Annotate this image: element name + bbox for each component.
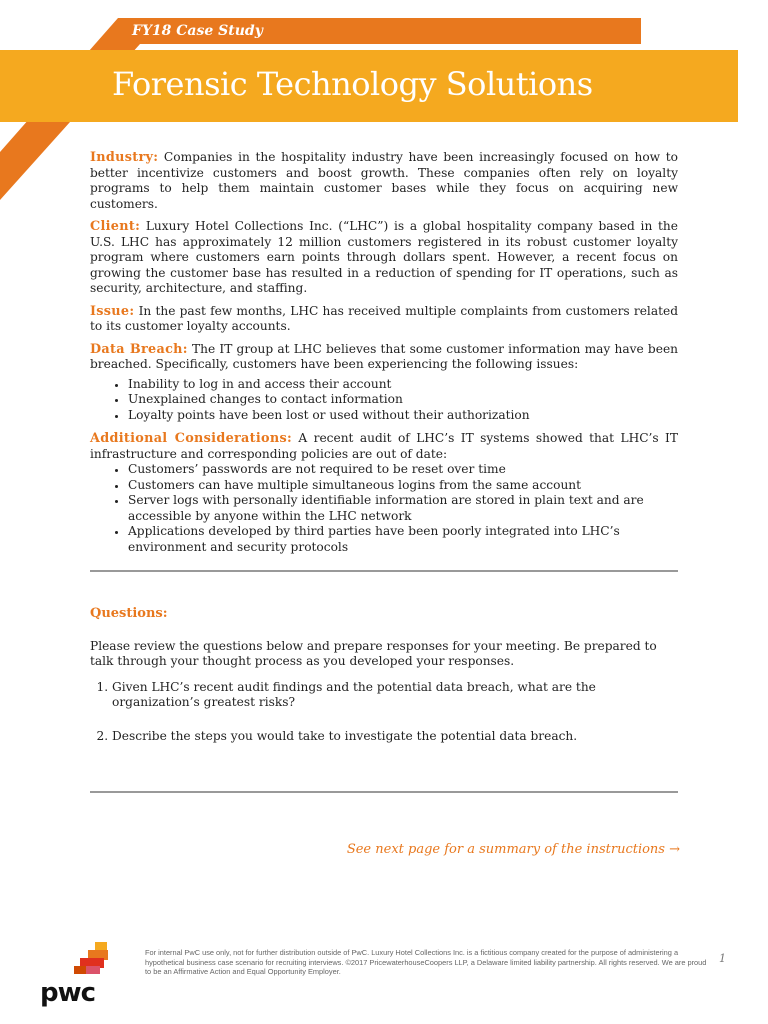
considerations-label: Additional Considerations: [90, 431, 292, 446]
audit-findings-list [90, 462, 678, 555]
client-label: Client: [90, 219, 141, 234]
list-item: • Inability to log in and access their account [128, 377, 678, 393]
list-item: • Customers can have multiple simultaneous logins from the same account [128, 478, 678, 494]
questions-list [90, 680, 678, 745]
list-item: 1. Given LHC’s recent audit findings and the potential data breach, what are the organization’s greatest risks? [112, 680, 678, 711]
page-title: Forensic Technology Solutions [112, 65, 593, 103]
case-label: FY18 Case Study [132, 23, 263, 39]
page-number: 1 [719, 952, 726, 965]
issue-text: In the past few months, LHC has received multiple complaints from customers related to its customer loyalty accounts. [90, 303, 678, 333]
industry-paragraph [90, 150, 678, 212]
client-text: Luxury Hotel Collections Inc. (“LHC”) is a global hospitality company based in the U.S. LHC has approximately 12 million customers registered in its robust customer loyalty program where customers earn points through dollars spent. However, a recent focus on growing the customer base has resulted in a reduction of spending for IT operations, such as security, architecture, and staffing. [90, 219, 678, 295]
case-content [90, 150, 678, 563]
questions-intro: Please review the questions below and prepare responses for your meeting. Be prepared to talk through your thought process as you developed your responses. [90, 638, 657, 668]
issue-paragraph [90, 304, 678, 335]
questions-section [90, 606, 678, 762]
considerations-paragraph [90, 431, 678, 462]
footer-disclaimer: For internal PwC use only, not for further distribution outside of PwC. Luxury Hotel Collections Inc. is a fictitious company created for the purpose of administering a hypothetical business case scenario for recruiting interviews. ©2017 PricewaterhouseCoopers LLP, a Delaware limited liability partnership. All rights reserved. We are proud to be an Affirmative Action and Equal Opportunity Employer. [145, 948, 707, 976]
list-item: • Server logs with personally identifiable information are stored in plain text and are accessible by anyone within the LHC network [128, 493, 678, 524]
breach-text: The IT group at LHC believes that some customer information may have been breached. Specifically, customers have been experiencing the following issues: [90, 341, 679, 371]
divider-bottom [90, 791, 678, 793]
list-item: • Customers’ passwords are not required to be reset over time [128, 462, 678, 478]
breach-label: Data Breach: [90, 341, 188, 357]
issue-label: Issue: [90, 303, 135, 319]
industry-label: Industry: [90, 150, 159, 165]
divider-top [90, 570, 678, 572]
considerations-text: A recent audit of LHC’s IT systems showed that LHC’s IT infrastructure and corresponding policies are out of date: [90, 431, 678, 461]
client-paragraph [90, 219, 678, 297]
pwc-logo-text: pwc [40, 978, 96, 1008]
industry-text: Companies in the hospitality industry have been increasingly focused on how to better incentivize customers and boost growth. These companies often rely on loyalty programs to help them maintain customer bases while they focus on acquiring new customers. [90, 150, 678, 211]
list-item: • Applications developed by third parties have been poorly integrated into LHC’s environment and security protocols [128, 524, 678, 555]
list-item: 2. Describe the steps you would take to investigate the potential data breach. [112, 729, 678, 745]
questions-heading: Questions: [90, 606, 168, 621]
next-page-note: See next page for a summary of the instructions → [346, 842, 680, 857]
list-item: • Unexplained changes to contact information [128, 392, 678, 408]
breach-issue-list [90, 377, 678, 424]
list-item: • Loyalty points have been lost or used without their authorization [128, 408, 678, 424]
breach-paragraph [90, 342, 678, 373]
